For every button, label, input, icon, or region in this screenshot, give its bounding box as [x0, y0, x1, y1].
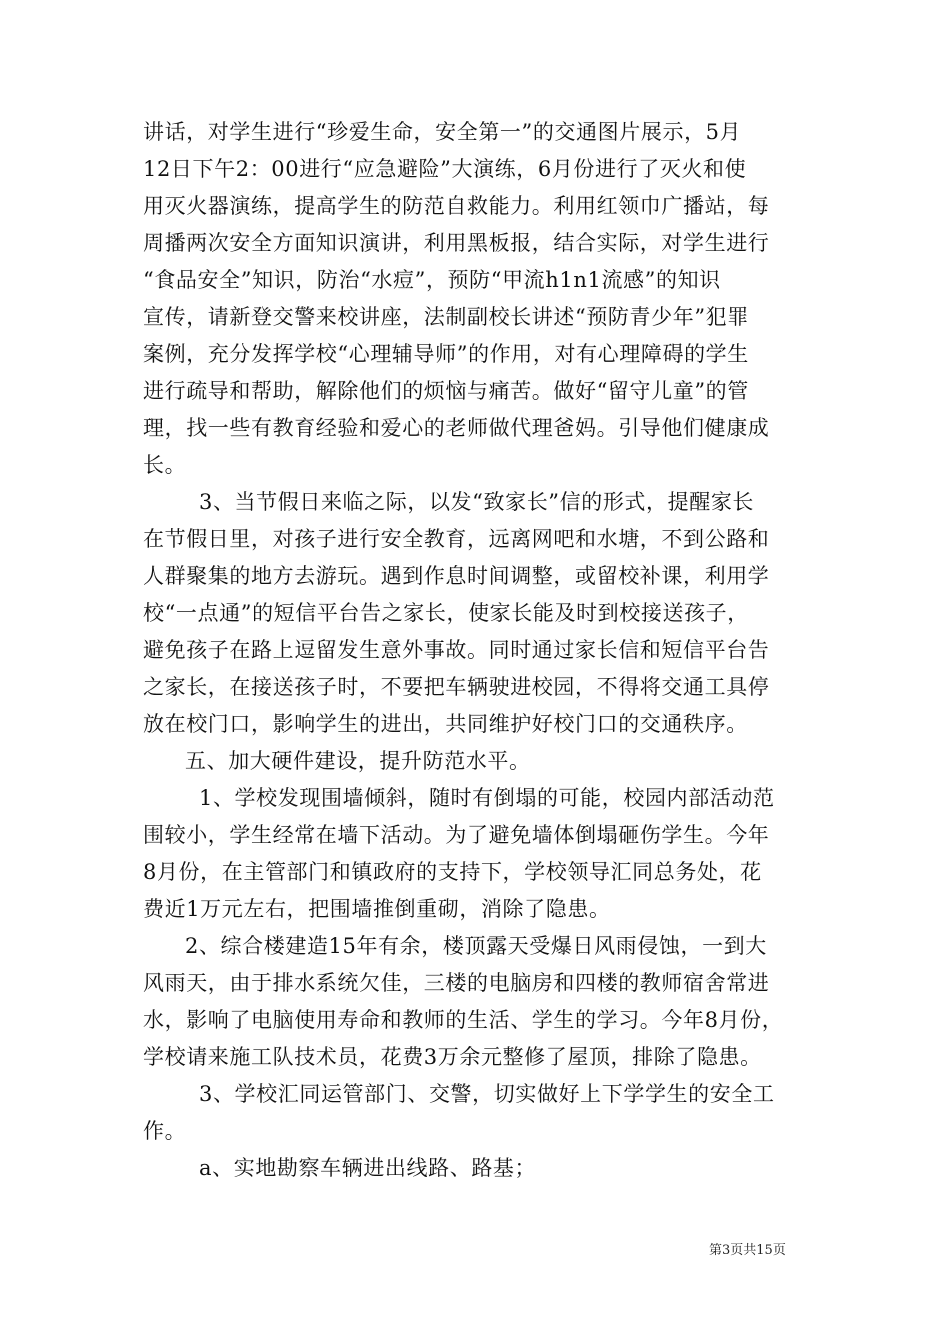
- document-body: [143, 114, 809, 1187]
- paragraph-start-line: 1、学校发现围墙倾斜，随时有倒塌的可能，校园内部活动范: [199, 786, 775, 810]
- text-line: 理，找一些有教育经验和爱心的老师做代理爸妈。引导他们健康成: [143, 416, 770, 440]
- section-heading: 五、加大硬件建设，提升防范水平。: [185, 749, 531, 773]
- text-line: 用灭火器演练，提高学生的防范自救能力。利用红领巾广播站，每: [143, 194, 770, 218]
- list-item-line: a、实地勘察车辆进出线路、路基；: [199, 1156, 537, 1180]
- text-line: “食品安全”知识，防治“水痘”，预防“甲流h1n1流感”的知识: [143, 268, 721, 292]
- text-line: 费近1万元左右，把围墙推倒重砌，消除了隐患。: [143, 897, 611, 921]
- paragraph-start-line: 3、学校汇同运管部门、交警，切实做好上下学学生的安全工: [199, 1082, 775, 1106]
- text-line: 讲话，对学生进行“珍爱生命，安全第一”的交通图片展示，5月: [143, 120, 742, 144]
- text-line: 8月份，在主管部门和镇政府的支持下，学校领导汇同总务处，花: [143, 860, 762, 884]
- text-line: 12日下午2：00进行“应急避险”大演练，6月份进行了灭火和使: [143, 157, 747, 181]
- text-line: 放在校门口，影响学生的进出，共同维护好校门口的交通秩序。: [143, 712, 748, 736]
- text-line: 人群聚集的地方去游玩。遇到作息时间调整，或留校补课，利用学: [143, 564, 770, 588]
- text-line: 校“一点通”的短信平台告之家长，使家长能及时到校接送孩子，: [143, 601, 749, 625]
- text-line: 周播两次安全方面知识演讲，利用黑板报，结合实际，对学生进行: [143, 231, 770, 255]
- text-line: 作。: [143, 1119, 187, 1143]
- text-line: 风雨天，由于排水系统欠佳，三楼的电脑房和四楼的教师宿舍常进: [143, 971, 770, 995]
- paragraph-start-line: 3、当节假日来临之际，以发“致家长”信的形式，提醒家长: [199, 490, 755, 514]
- text-line: 在节假日里，对孩子进行安全教育，远离网吧和水塘，不到公路和: [143, 527, 770, 551]
- text-line: 之家长，在接送孩子时，不要把车辆驶进校园，不得将交通工具停: [143, 675, 770, 699]
- text-line: 案例，充分发挥学校“心理辅导师”的作用，对有心理障碍的学生: [143, 342, 749, 366]
- text-line: 围较小，学生经常在墙下活动。为了避免墙体倒塌砸伤学生。今年: [143, 823, 770, 847]
- page-number-footer: 第3页共15页: [709, 1243, 786, 1258]
- text-line: 长。: [143, 453, 187, 477]
- text-line: 学校请来施工队技术员，花费3万余元整修了屋顶，排除了隐患。: [143, 1045, 762, 1069]
- text-line: 宣传，请新登交警来校讲座，法制副校长讲述“预防青少年”犯罪: [143, 305, 749, 329]
- text-line: 进行疏导和帮助，解除他们的烦恼与痛苦。做好“留守儿童”的管: [143, 379, 749, 403]
- paragraph-start-line: 2、综合楼建造15年有余，楼顶露天受爆日风雨侵蚀，一到大: [185, 934, 767, 958]
- text-line: 避免孩子在路上逗留发生意外事故。同时通过家长信和短信平台告: [143, 638, 770, 662]
- text-line: 水，影响了电脑使用寿命和教师的生活、学生的学习。今年8月份，: [143, 1008, 784, 1032]
